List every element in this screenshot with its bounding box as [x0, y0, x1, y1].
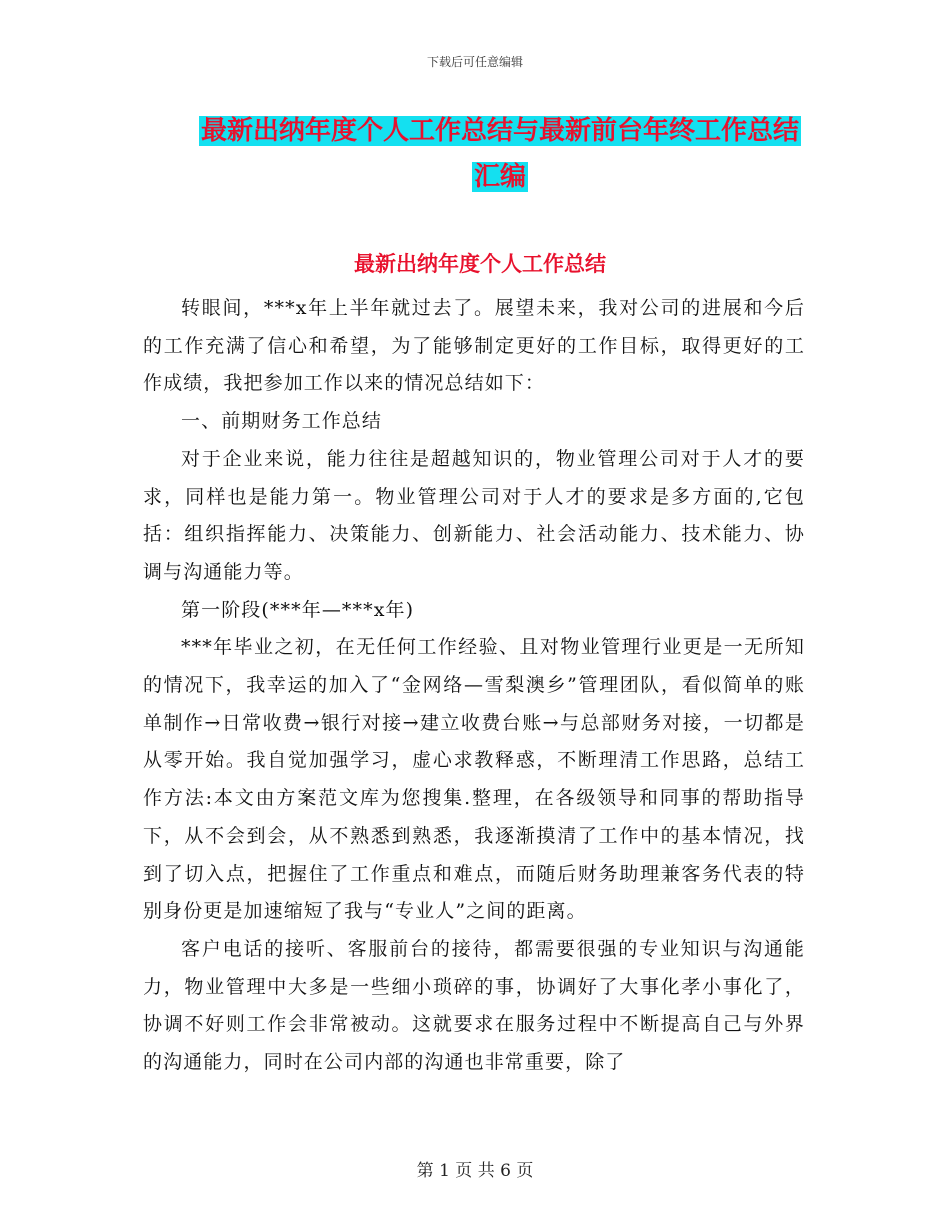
- section-title: 最新出纳年度个人工作总结: [354, 252, 606, 276]
- page-number: 第 1 页 共 6 页: [416, 1161, 534, 1181]
- document-title: [0, 108, 950, 200]
- paragraph-intro: 转眼间，***x年上半年就过去了。展望未来，我对公司的进展和今后的工作充满了信心和希望，为了能够制定更好的工作目标，取得更好的工作成绩，我把参加工作以来的情况总结如下：: [143, 297, 805, 395]
- paragraph-heading-1: 一、前期财务工作总结: [181, 410, 383, 433]
- paragraph-ability: 对于企业来说，能力往往是超越知识的，物业管理公司对于人才的要求，同样也是能力第一。物业管理公司对于人才的要求是多方面的,它包括：组织指挥能力、决策能力、创新能力、社会活动能力、技术能力、协调与沟通能力等。: [143, 447, 805, 583]
- document-title-line-1: 最新出纳年度个人工作总结与最新前台年终工作总结: [200, 116, 799, 146]
- document-body: [143, 290, 805, 1082]
- paragraph-stage-1: 第一阶段(***年—***x年): [181, 598, 415, 621]
- paragraph-customer: 客户电话的接听、客服前台的接待，都需要很强的专业知识与沟通能力，物业管理中大多是一些细小琐碎的事，协调好了大事化孝小事化了，协调不好则工作会非常被动。这就要求在服务过程中不断提高自己与外界的沟通能力，同时在公司内部的沟通也非常重要，除了: [143, 937, 805, 1074]
- paragraph-graduation: ***年毕业之初，在无任何工作经验、且对物业管理行业更是一无所知的情况下，我幸运的加入了“金网络—雪梨澳乡”管理团队，看似简单的账单制作→日常收费→银行对接→建立收费台账→与总部财务对接，一切都是从零开始。我自觉加强学习，虚心求教释惑，不断理清工作思路，总结工作方法:本文由方案范文库为您搜集.整理，在各级领导和同事的帮助指导下，从不会到会，从不熟悉到熟悉，我逐渐摸清了工作中的基本情况，找到了切入点，把握住了工作重点和难点，而随后财务助理兼客务代表的特别身份更是加速缩短了我与“专业人”之间的距离。: [143, 636, 805, 923]
- header-note: 下载后可任意编辑: [426, 55, 523, 69]
- document-title-line-2: 汇编: [473, 162, 526, 192]
